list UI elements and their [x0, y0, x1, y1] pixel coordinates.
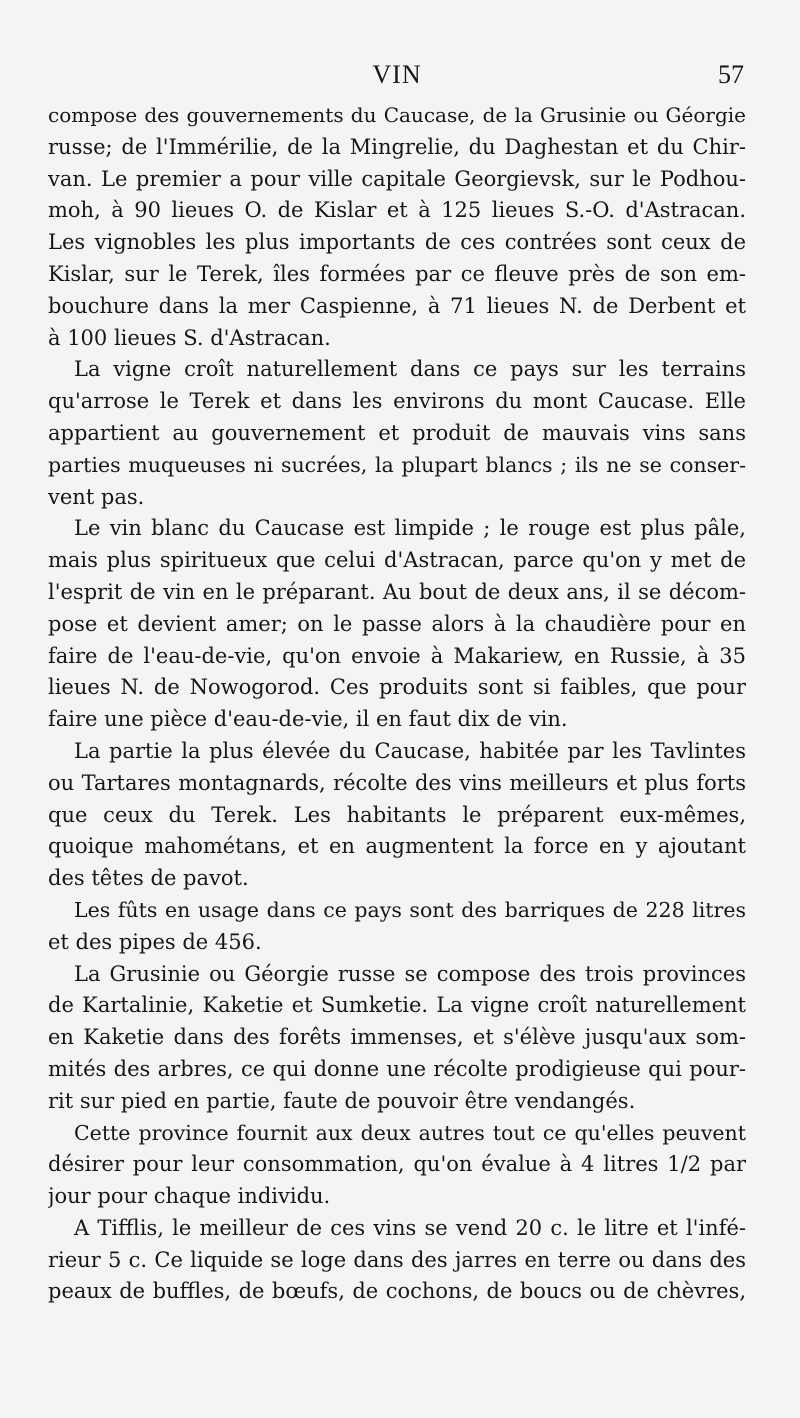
- text-line: de Kartalinie, Kaketie et Sumketie. La vigne croît naturellement: [48, 993, 746, 1018]
- text-line: Les vignobles les plus importants de ces contrées sont ceux de: [48, 230, 746, 255]
- text-line: Les fûts en usage dans ce pays sont des barriques de 228 litres: [74, 897, 746, 922]
- text-line: faire de l'eau-de-vie, qu'on envoie à Makariew, en Russie, à 35: [48, 643, 746, 668]
- text-line: mais plus spiritueux que celui d'Astracan, parce qu'on y met de: [48, 548, 746, 573]
- text-line: faire une pièce d'eau-de-vie, il en faut dix de vin.: [48, 707, 568, 732]
- text-line: désirer pour leur consommation, qu'on évalue à 4 litres 1/2 par: [48, 1152, 746, 1177]
- running-header: [48, 60, 746, 96]
- text-line: que ceux du Terek. Les habitants le préparent eux-mêmes,: [48, 802, 746, 827]
- text-line: bouchure dans la mer Caspienne, à 71 lieues N. de Derbent et: [48, 293, 746, 318]
- text-line: van. Le premier a pour ville capitale Georgievsk, sur le Podhou-: [48, 166, 746, 191]
- running-title: VIN: [372, 60, 422, 89]
- text-line: vent pas.: [48, 484, 145, 509]
- text-line: pose et devient amer; on le passe alors à la chaudière pour en: [48, 611, 746, 636]
- text-line: A Tifflis, le meilleur de ces vins se vend 20 c. le litre et l'infé-: [74, 1215, 746, 1240]
- text-line: Le vin blanc du Caucase est limpide ; le rouge est plus pâle,: [74, 516, 746, 541]
- text-line: compose des gouvernements du Caucase, de la Grusinie ou Géorgie: [48, 103, 746, 127]
- text-line: rit sur pied en partie, faute de pouvoir être vendangés.: [48, 1088, 636, 1113]
- text-line: La vigne croît naturellement dans ce pays sur les terrains: [74, 357, 746, 382]
- text-line: et des pipes de 456.: [48, 929, 262, 954]
- text-line: en Kaketie dans des forêts immenses, et s'élève jusqu'aux som-: [48, 1025, 746, 1050]
- text-line: moh, à 90 lieues O. de Kislar et à 125 lieues S.-O. d'Astracan.: [48, 198, 746, 223]
- text-line: ou Tartares montagnards, récolte des vins meilleurs et plus forts: [48, 770, 746, 795]
- text-line: La partie la plus élevée du Caucase, habitée par les Tavlintes: [74, 738, 746, 763]
- text-line: lieues N. de Nowogorod. Ces produits sont si faibles, que pour: [48, 675, 746, 700]
- text-line: Kislar, sur le Terek, îles formées par ce fleuve près de son em-: [48, 261, 746, 286]
- text-line: rieur 5 c. Ce liquide se loge dans des jarres en terre ou dans des: [48, 1247, 746, 1272]
- page-number: 57: [718, 60, 744, 89]
- text-line: La Grusinie ou Géorgie russe se compose des trois provinces: [74, 961, 746, 986]
- text-line: Cette province fournit aux deux autres tout ce qu'elles peuvent: [74, 1120, 746, 1145]
- text-line: appartient au gouvernement et produit de mauvais vins sans: [48, 420, 746, 445]
- text-line: peaux de buffles, de bœufs, de cochons, de boucs ou de chèvres,: [48, 1279, 746, 1304]
- text-line: qu'arrose le Terek et dans les environs du mont Caucase. Elle: [48, 389, 746, 414]
- text-line: jour pour chaque individu.: [48, 1184, 331, 1209]
- text-line: russe; de l'Immérilie, de la Mingrelie, du Daghestan et du Chir-: [48, 134, 746, 159]
- text-line: l'esprit de vin en le préparant. Au bout de deux ans, il se décom-: [48, 579, 746, 604]
- text-line: mités des arbres, ce qui donne une récolte prodigieuse qui pour-: [48, 1056, 746, 1081]
- text-line: parties muqueuses ni sucrées, la plupart blancs ; ils ne se conser-: [48, 452, 746, 477]
- text-line: des têtes de pavot.: [48, 866, 249, 891]
- page-text: [48, 100, 746, 1308]
- text-line: à 100 lieues S. d'Astracan.: [48, 325, 331, 350]
- text-line: quoique mahométans, et en augmentent la force en y ajoutant: [48, 834, 746, 859]
